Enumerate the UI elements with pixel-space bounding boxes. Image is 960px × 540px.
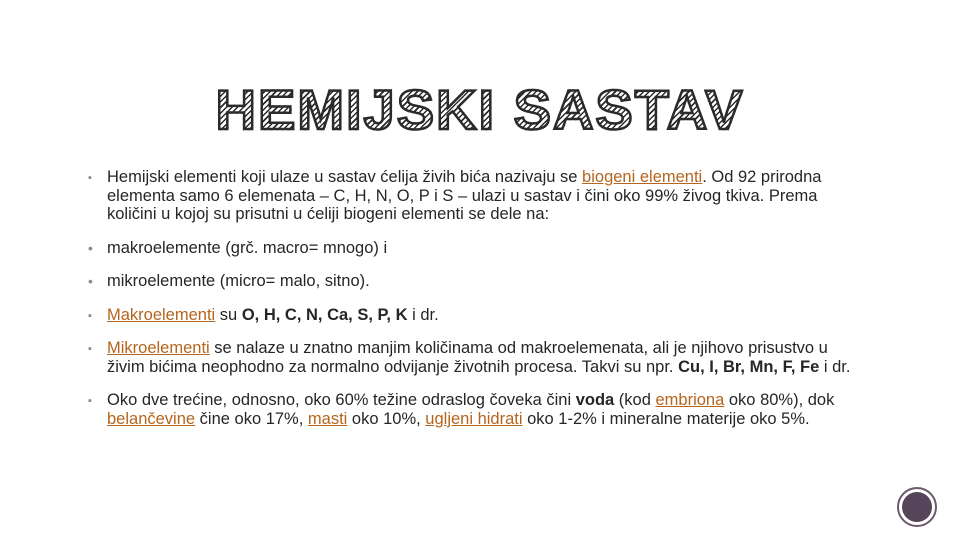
slide-content [88, 168, 868, 443]
list-item: • mikroelemente (micro= malo, sitno). [88, 272, 370, 290]
nav-button-inner [902, 492, 932, 522]
list-item: ▪ Oko dve trećine, odnosno, oko 60% težine odraslog čoveka čini voda (kod embriona oko 80%), dok belančevine čine oko 17%, masti oko 10%, ugljeni hidrati oko 1-2% i mineralne materije oko 5%. [88, 391, 835, 428]
dot-bullet-icon: • [88, 273, 93, 289]
list-item: ▪ Makroelementi su O, H, C, N, Ca, S, P, K i dr. [88, 305, 439, 324]
link-masti[interactable]: masti [307, 409, 348, 428]
link-embriona[interactable]: embriona [655, 391, 725, 409]
circle-nav-icon[interactable] [897, 487, 937, 527]
link-makroelementi[interactable]: Makroelementi [107, 305, 216, 324]
slide-title: HEMIJSKI SASTAV [0, 78, 960, 142]
square-bullet-icon: ▪ [88, 172, 92, 184]
link-mikroelementi[interactable]: Mikroelementi [107, 339, 210, 357]
link-belancevine[interactable]: belančevine [107, 409, 196, 428]
dot-bullet-icon: • [88, 239, 93, 256]
square-bullet-icon: ▪ [88, 309, 92, 322]
list-item: ▪ Hemijski elementi koji ulaze u sastav ćelija živih bića nazivaju se biogeni elementi. Od 92 prirodna elementa samo 6 elemenata – C, H, N, O, P i S – ulazi u sastav i čini oko 99% živog tkiva. Prema količini u kojoj su prisutni u ćeliji biogeni elementi se dele na: [88, 168, 822, 223]
list-item: ▪ Mikroelementi se nalaze u znatno manjim količinama od makroelemenata, ali je njihovo prisustvo u živim bićima neophodno za normalno odvijanje životnih procesa. Takvi su npr. Cu, I, Br, Mn, F, Fe i dr. [88, 339, 851, 376]
list-item: • makroelemente (grč. macro= mnogo) i [88, 238, 388, 257]
link-ugljeni-hidrati[interactable]: ugljeni hidrati [425, 409, 523, 428]
square-bullet-icon: ▪ [88, 343, 92, 355]
link-biogeni-elementi[interactable]: biogeni elementi [582, 168, 703, 186]
square-bullet-icon: ▪ [88, 395, 92, 407]
